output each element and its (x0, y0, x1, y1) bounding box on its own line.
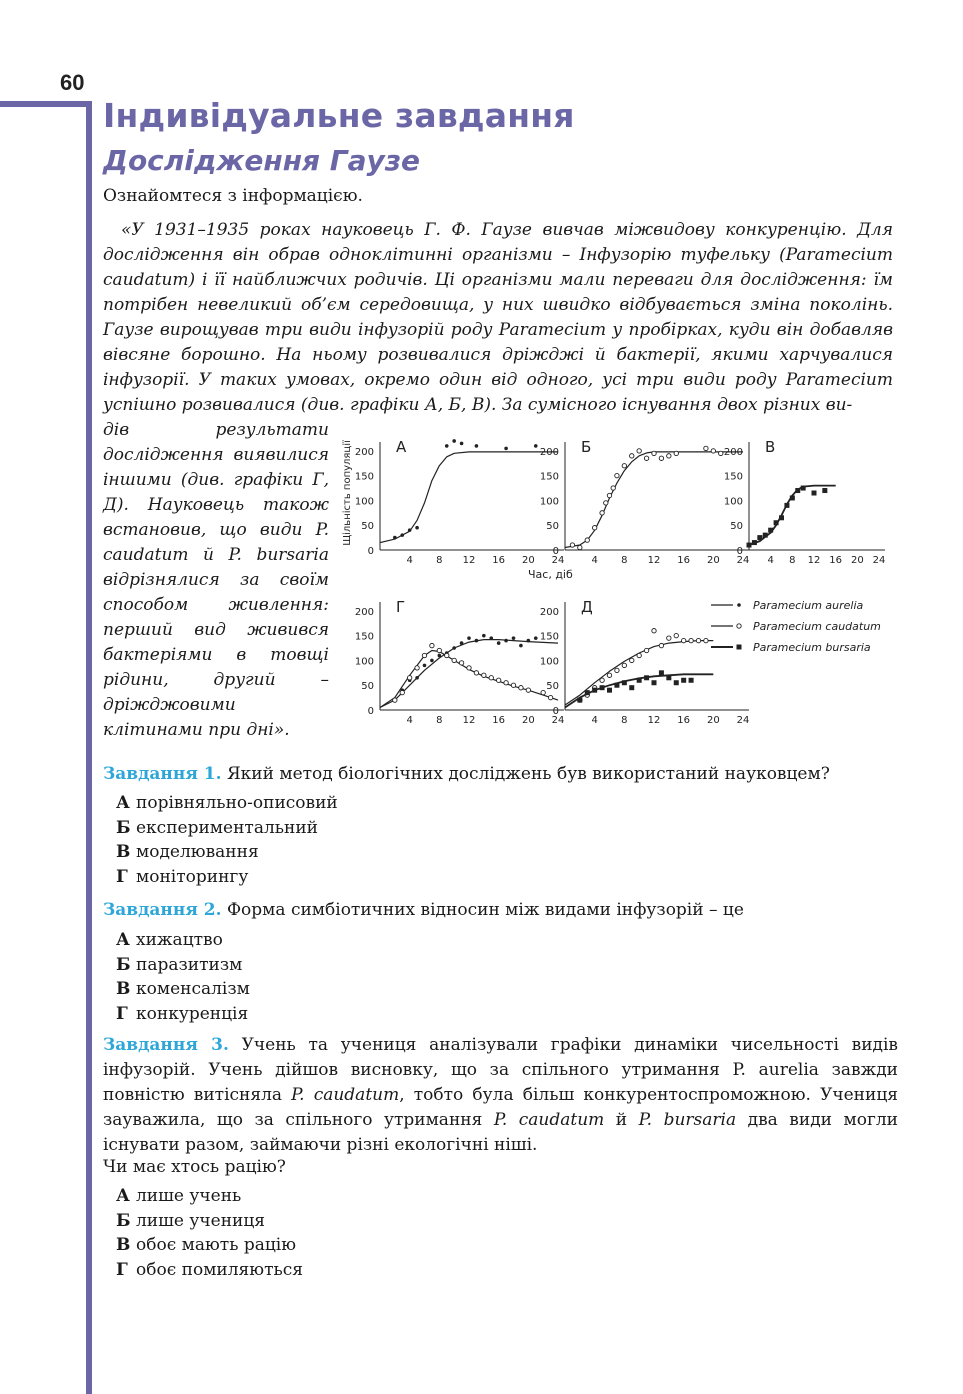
data-point (482, 673, 486, 677)
data-point (467, 636, 471, 640)
data-point (784, 503, 789, 508)
x-axis-label: Час, діб (528, 568, 573, 581)
option-text: хижацтво (136, 930, 223, 950)
data-point (801, 486, 806, 491)
option-text: обоє мають рацію (136, 1235, 297, 1255)
data-point (629, 685, 634, 690)
option-letter: Г (116, 1003, 128, 1024)
data-point (630, 658, 634, 662)
task-3-label: Завдання 3. (103, 1035, 229, 1055)
data-point (607, 493, 611, 497)
data-point (474, 671, 478, 675)
option-item[interactable] (116, 953, 250, 978)
option-item[interactable] (116, 1209, 303, 1234)
data-point (622, 680, 627, 685)
data-point (504, 447, 508, 451)
population-charts (335, 428, 905, 728)
data-point (592, 525, 596, 529)
option-text: конкуренція (136, 1003, 249, 1024)
data-point (704, 638, 708, 642)
y-tick-label: 100 (539, 496, 559, 508)
option-item[interactable] (116, 928, 250, 953)
x-tick-label: 4 (406, 715, 413, 726)
data-point (408, 528, 412, 532)
data-point (445, 444, 449, 448)
y-tick-label: 0 (367, 706, 374, 717)
data-point (460, 641, 464, 645)
data-point (548, 695, 552, 699)
task-1 (103, 762, 898, 787)
option-letter: Г (116, 866, 128, 887)
data-point (422, 653, 426, 657)
x-tick-label: 16 (492, 555, 506, 566)
data-point (719, 451, 723, 455)
data-point (415, 676, 419, 680)
data-point (659, 456, 663, 460)
data-point (689, 678, 694, 683)
task-3-text: , тобто була більш конкурентоспроможною. Учениця зауважила, що за спільного утримання (103, 1085, 898, 1130)
x-tick-label: 24 (551, 715, 565, 726)
x-tick-label: 20 (706, 555, 720, 566)
data-point (541, 690, 545, 694)
quote-column: дів результати дослідження виявилися іншими (див. графіки Г, Д). Науковець також встановив, що види P. caudatum й P. bursaria відрізнялися за своїм способом живлення: перший вид живився бактеріями в товщі рідини, другий – дріжджовими клітинами при дні». (103, 420, 329, 740)
x-tick-label: 16 (829, 555, 843, 566)
data-point (526, 688, 530, 692)
data-point (400, 690, 404, 694)
option-letter: Г (116, 1259, 128, 1280)
y-tick-label: 0 (367, 546, 374, 557)
data-point (644, 648, 648, 652)
page-rule-vertical (86, 101, 92, 1394)
x-tick-label: 16 (492, 715, 506, 726)
intro-text: Ознайомтеся з інформацією. (103, 186, 363, 206)
data-point (622, 663, 626, 667)
data-point (822, 488, 827, 493)
panel-label: А (396, 438, 407, 456)
x-tick-label: 24 (736, 715, 750, 726)
data-point (445, 653, 449, 657)
x-tick-label: 24 (736, 555, 750, 566)
task-2-options (116, 928, 250, 1026)
data-point (504, 639, 508, 643)
page-title: Індивідуальне завдання (103, 96, 575, 135)
data-point (600, 511, 604, 515)
data-point (600, 678, 604, 682)
option-item[interactable] (116, 791, 338, 816)
data-point (652, 680, 657, 685)
y-tick-label: 150 (354, 471, 374, 483)
option-item[interactable] (116, 1258, 303, 1283)
data-point (611, 486, 615, 490)
data-point (400, 533, 404, 537)
option-text: лише учениця (136, 1210, 266, 1231)
data-point (430, 643, 434, 647)
series-line (380, 651, 558, 708)
y-tick-label: 100 (723, 496, 743, 508)
data-point (615, 473, 619, 477)
y-tick-label: 100 (354, 496, 374, 508)
option-item[interactable] (116, 1002, 250, 1027)
option-item[interactable] (116, 1184, 303, 1209)
y-tick-label: 100 (539, 656, 559, 668)
y-tick-label: 150 (539, 631, 559, 643)
data-point (600, 685, 605, 690)
option-letter: В (116, 979, 131, 999)
x-tick-label: 20 (521, 555, 535, 566)
option-letter: А (116, 793, 130, 813)
series-line (565, 452, 743, 548)
x-tick-label: 12 (462, 715, 476, 726)
x-tick-label: 24 (551, 555, 565, 566)
task-2-text: Форма симбіотичних відносин між видами інфузорій – це (221, 900, 744, 920)
data-point (674, 680, 679, 685)
data-point (763, 533, 768, 538)
option-letter: В (116, 842, 131, 862)
x-tick-label: 8 (789, 555, 796, 566)
task-3 (103, 1033, 898, 1158)
data-point (534, 444, 538, 448)
y-tick-label: 150 (723, 471, 743, 483)
data-point (614, 683, 619, 688)
option-text: експериментальний (136, 817, 319, 838)
data-point (644, 456, 648, 460)
option-text: моделювання (136, 842, 259, 862)
species-name: P. bursaria (638, 1110, 737, 1130)
data-point (527, 639, 531, 643)
data-point (757, 535, 762, 540)
data-point (652, 451, 656, 455)
x-tick-label: 8 (436, 715, 443, 726)
task-1-options (116, 791, 338, 889)
page-subtitle: Дослідження Гаузе (103, 144, 421, 177)
data-point (393, 536, 397, 540)
data-point (615, 668, 619, 672)
x-tick-label: 20 (706, 715, 720, 726)
option-item[interactable] (116, 840, 338, 865)
series-line (380, 640, 558, 708)
data-point (452, 439, 456, 443)
data-point (696, 638, 700, 642)
y-tick-label: 150 (539, 471, 559, 483)
data-point (585, 690, 590, 695)
data-point (704, 446, 708, 450)
option-letter: Б (116, 817, 131, 838)
data-point (795, 488, 800, 493)
legend-marker-aurelia (737, 603, 741, 607)
data-point (519, 644, 523, 648)
option-text: порівняльно-описовий (136, 793, 338, 813)
data-point (592, 688, 597, 693)
x-tick-label: 12 (647, 715, 661, 726)
data-point (512, 636, 516, 640)
y-axis-label: Щільність популяції (342, 440, 353, 546)
x-tick-label: 12 (462, 555, 476, 566)
data-point (652, 628, 656, 632)
data-point (812, 491, 817, 496)
data-point (452, 646, 456, 650)
data-point (437, 648, 441, 652)
y-tick-label: 50 (546, 521, 559, 533)
data-point (511, 683, 515, 687)
chart-panel (540, 438, 749, 566)
data-point (667, 454, 671, 458)
data-point (752, 540, 757, 545)
x-tick-label: 16 (677, 555, 691, 566)
x-tick-label: 20 (850, 555, 864, 566)
option-item[interactable] (116, 1233, 303, 1258)
data-point (637, 449, 641, 453)
data-point (747, 543, 752, 548)
data-point (659, 643, 663, 647)
data-point (630, 454, 634, 458)
y-tick-label: 200 (354, 606, 374, 618)
option-letter: Б (116, 954, 131, 975)
chart-legend (711, 599, 881, 654)
y-tick-label: 100 (354, 656, 374, 668)
legend-label-aurelia: Paramecium aurelia (753, 599, 864, 612)
x-tick-label: 4 (591, 555, 598, 566)
data-point (689, 638, 693, 642)
option-letter: А (116, 930, 130, 950)
legend-label-bursaria: Paramecium bursaria (753, 641, 871, 654)
y-tick-label: 0 (552, 546, 559, 557)
data-point (482, 634, 486, 638)
data-point (393, 698, 397, 702)
task-3-text: два види могли існувати разом, займаючи різні екологічні ніші. (103, 1110, 898, 1155)
legend-marker-bursaria (737, 645, 742, 650)
x-tick-label: 8 (621, 555, 628, 566)
chart-panel (341, 438, 573, 581)
data-point (666, 675, 671, 680)
task-3-text: й (604, 1110, 639, 1130)
option-item[interactable] (116, 816, 338, 841)
data-point (497, 641, 501, 645)
y-tick-label: 0 (736, 546, 743, 557)
x-tick-label: 20 (521, 715, 535, 726)
data-point (415, 526, 419, 530)
option-text: коменсалізм (136, 979, 250, 999)
page-number: 60 (60, 70, 85, 95)
x-tick-label: 24 (872, 555, 886, 566)
data-point (496, 678, 500, 682)
x-tick-label: 4 (767, 555, 774, 566)
legend-label-caudatum: Paramecium caudatum (753, 620, 881, 633)
x-tick-label: 8 (621, 715, 628, 726)
data-point (768, 528, 773, 533)
data-point (430, 659, 434, 663)
x-tick-label: 4 (406, 555, 413, 566)
data-point (534, 636, 538, 640)
data-point (644, 675, 649, 680)
option-text: лише учень (136, 1186, 242, 1206)
data-point (407, 676, 411, 680)
y-tick-label: 150 (354, 631, 374, 643)
data-point (790, 495, 795, 500)
data-point (681, 678, 686, 683)
task-2 (103, 898, 898, 923)
panel-label: Д (581, 598, 593, 616)
panel-label: В (765, 438, 776, 456)
data-point (467, 666, 471, 670)
y-tick-label: 200 (539, 606, 559, 618)
data-point (585, 538, 589, 542)
x-tick-label: 16 (677, 715, 691, 726)
option-item[interactable] (116, 977, 250, 1002)
y-tick-label: 0 (552, 706, 559, 717)
x-tick-label: 12 (807, 555, 821, 566)
data-point (577, 698, 582, 703)
panel-label: Б (581, 438, 592, 456)
y-tick-label: 50 (361, 521, 374, 533)
data-point (475, 444, 479, 448)
chart-panel (540, 598, 749, 726)
data-point (711, 449, 715, 453)
x-tick-label: 12 (647, 555, 661, 566)
task-3-question: Чи має хтось рацію? (103, 1157, 286, 1177)
panel-label: Г (396, 598, 406, 616)
task-3-options (116, 1184, 303, 1282)
data-point (415, 666, 419, 670)
x-tick-label: 8 (436, 555, 443, 566)
data-point (779, 515, 784, 520)
data-point (681, 638, 685, 642)
quote-paragraph: «У 1931–1935 роках науковець Г. Ф. Гаузе вивчав міжвидову конкуренцію. Для дослідження він обрав одноклітинні організми – Інфузорію туфельку (Paramecium caudatum) і її найближчих родичів. Ці організми мали переваги для дослідження: їм потрібен невеликий об’єм середовища, у них швидко відбувається зміна поколінь. Гаузе вирощував три види інфузорій роду Paramecium у пробірках, куди він добавляв вівсяне борошно. На ньому розвивалися дріжджі й бактерії, якими харчувалися інфузорії. У таких умовах, окремо один від одного, усі три види роду Paramecium успішно розвивалися (див. графіки А, Б, В). За сумісного існування двох різних ви- (103, 220, 893, 415)
option-text: паразитизм (136, 954, 243, 975)
page-rule-horizontal (0, 101, 92, 107)
data-point (504, 681, 508, 685)
legend-marker-caudatum (737, 624, 741, 628)
y-tick-label: 50 (730, 521, 743, 533)
y-tick-label: 50 (361, 681, 374, 693)
option-text: обоє помиляються (136, 1259, 303, 1280)
option-letter: Б (116, 1210, 131, 1231)
data-point (622, 464, 626, 468)
species-name: P. caudatum (493, 1110, 605, 1130)
data-point (637, 678, 642, 683)
data-point (519, 685, 523, 689)
data-point (667, 636, 671, 640)
data-point (423, 664, 427, 668)
option-letter: В (116, 1235, 131, 1255)
data-point (607, 688, 612, 693)
y-tick-label: 200 (354, 446, 374, 458)
task-1-text: Який метод біологічних досліджень був використаний науковцем? (221, 764, 830, 784)
data-point (659, 670, 664, 675)
y-tick-label: 200 (723, 446, 743, 458)
data-point (438, 654, 442, 658)
option-item[interactable] (116, 865, 338, 890)
option-text: моніторингу (136, 866, 249, 887)
chart-panel (355, 598, 564, 726)
chart-panel (724, 438, 885, 566)
data-point (489, 676, 493, 680)
series-line (380, 452, 558, 543)
data-point (637, 653, 641, 657)
data-point (774, 520, 779, 525)
x-tick-label: 4 (591, 715, 598, 726)
data-point (604, 501, 608, 505)
data-point (674, 451, 678, 455)
data-point (452, 658, 456, 662)
task-3-text: Учень та учениця аналізували графіки динаміки чисельності видів інфузорій. Учень дійшов висновку, що за спільного утримання P. aurelia завжди повністю витісняла (103, 1035, 898, 1105)
species-name: P. caudatum (291, 1085, 400, 1105)
y-tick-label: 50 (546, 681, 559, 693)
data-point (475, 639, 479, 643)
task-1-label: Завдання 1. (103, 764, 222, 784)
data-point (570, 543, 574, 547)
y-tick-label: 200 (539, 446, 559, 458)
data-point (460, 442, 464, 446)
option-letter: А (116, 1186, 130, 1206)
data-point (489, 636, 493, 640)
data-point (459, 661, 463, 665)
data-point (578, 545, 582, 549)
data-point (674, 633, 678, 637)
task-2-label: Завдання 2. (103, 900, 222, 920)
data-point (607, 673, 611, 677)
